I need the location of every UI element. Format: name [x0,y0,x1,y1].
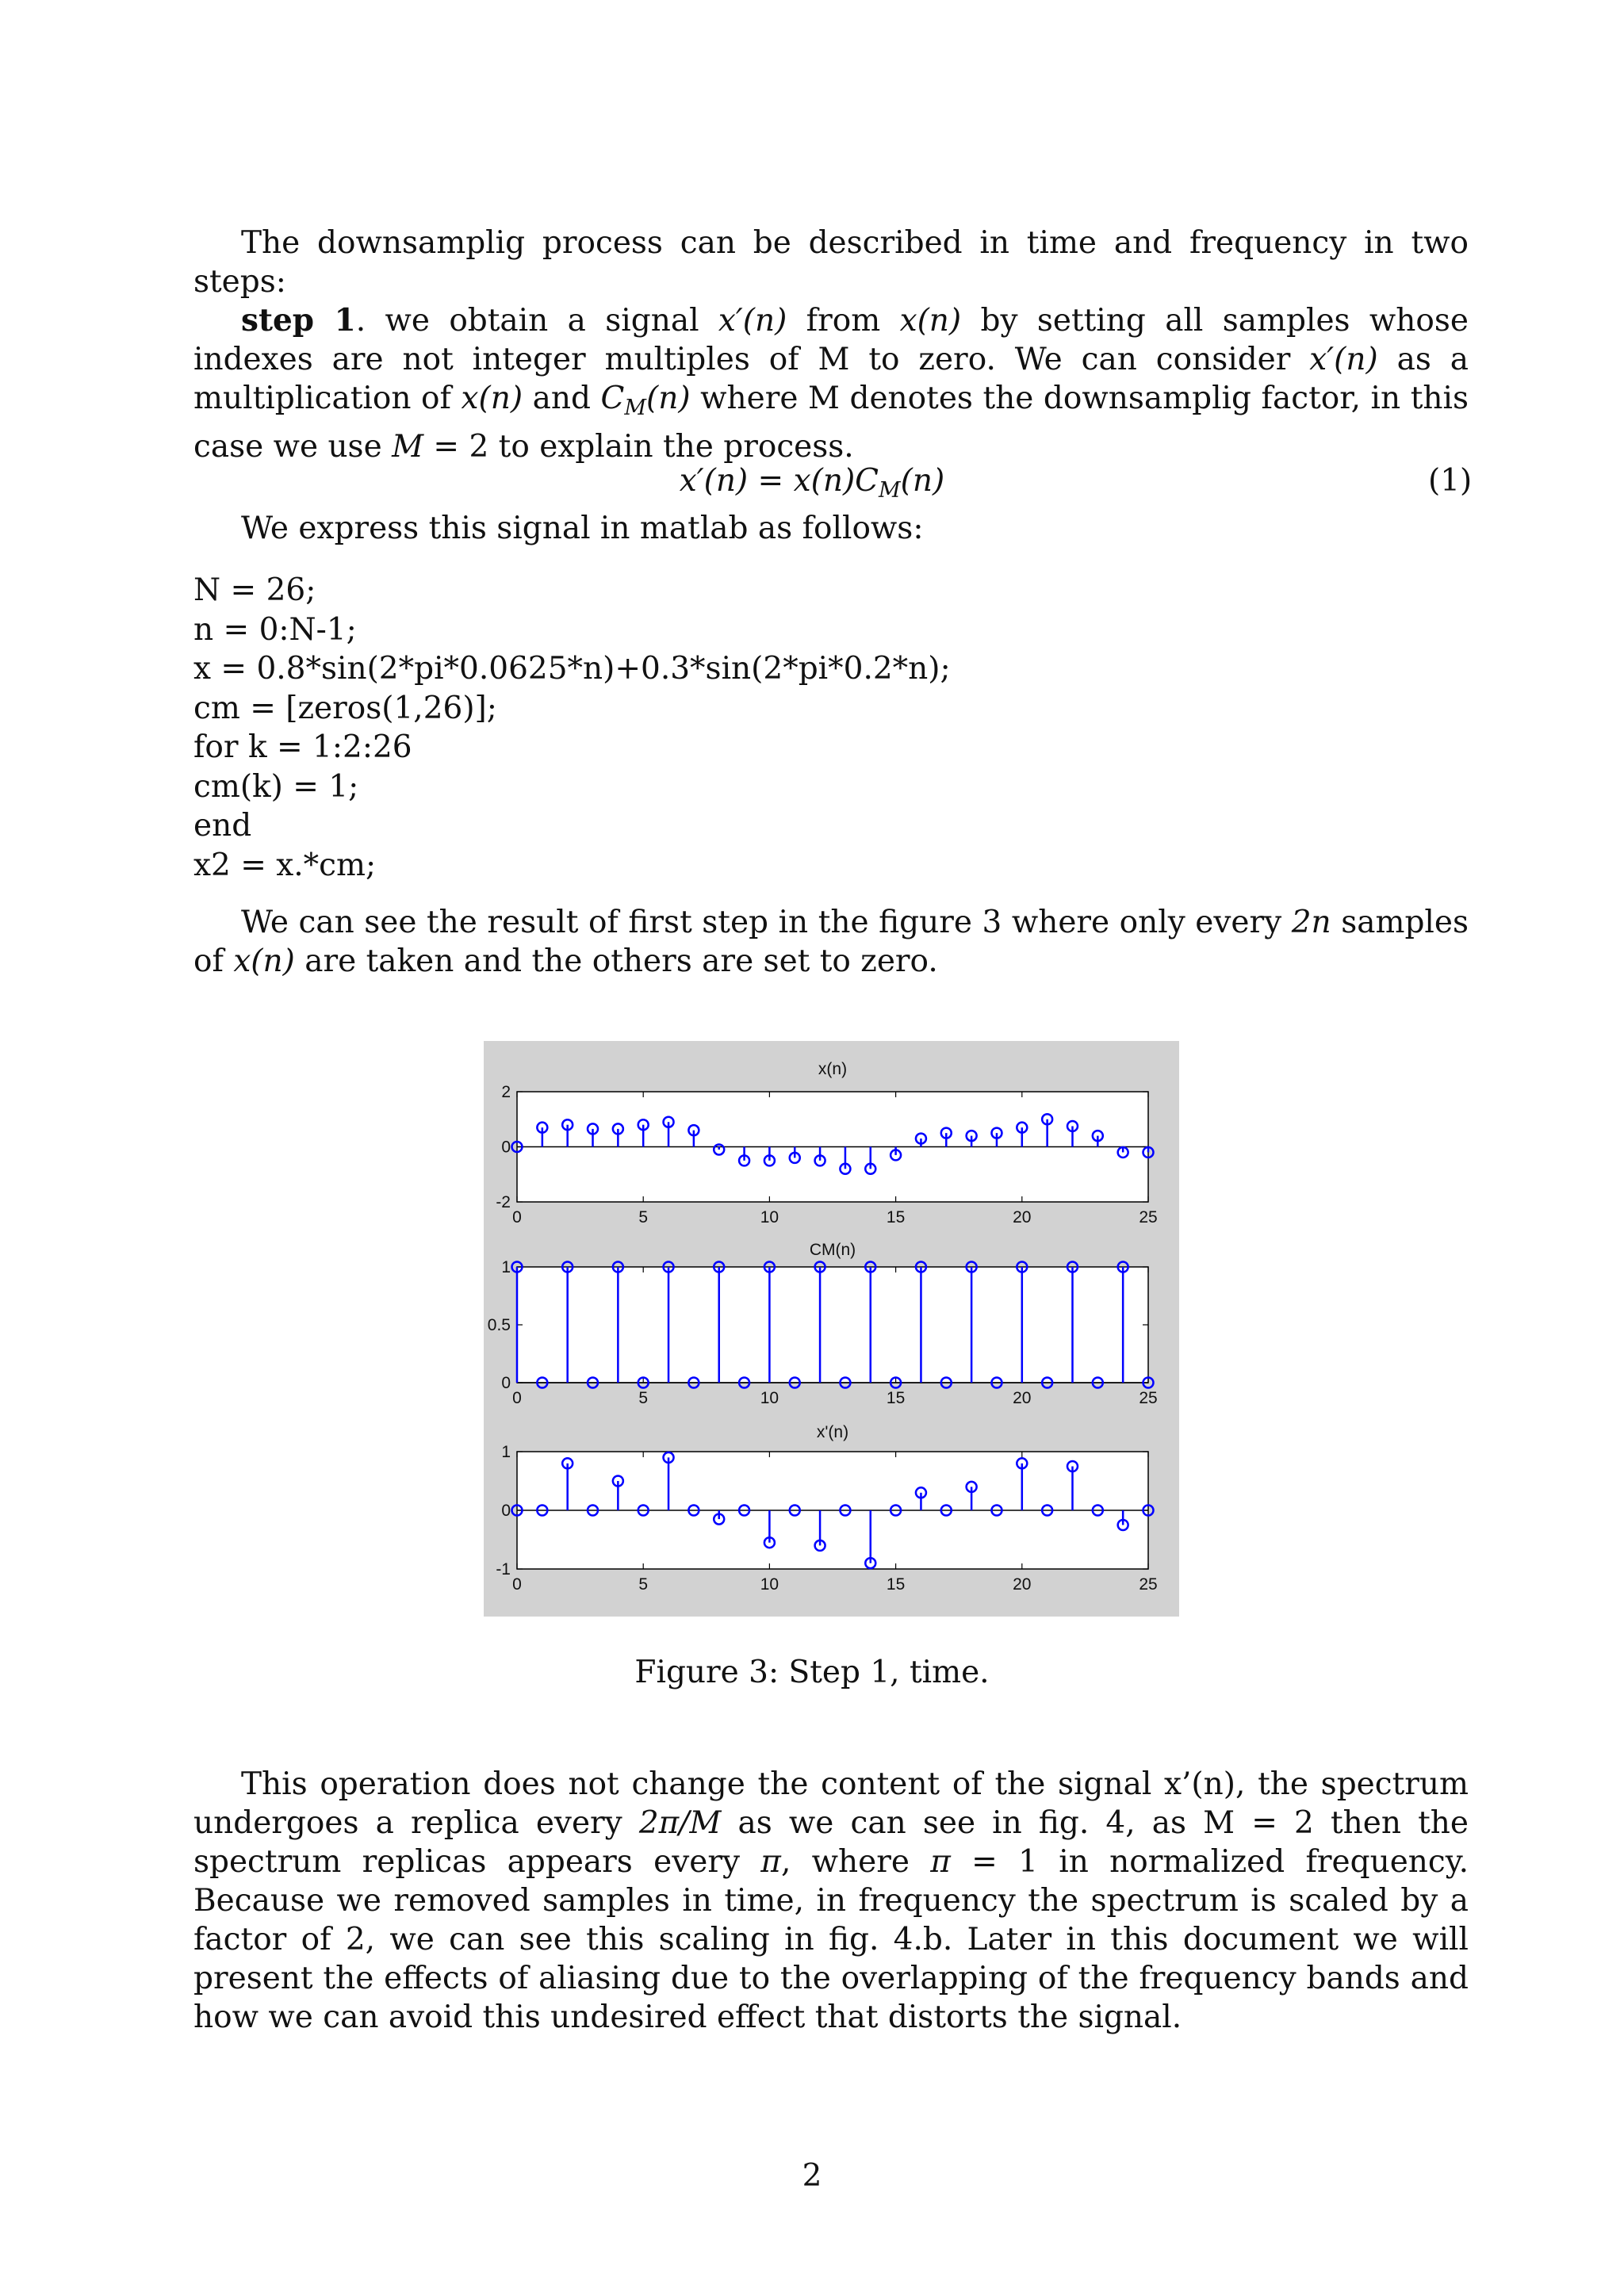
step1-math-xn-2: x(n) [461,381,523,416]
x-tick-label: 10 [760,1389,779,1407]
y-tick-label: 0 [501,1138,511,1157]
step1-text-g: = 2 to explain the process. [423,429,854,465]
equation-lhs: x′(n) = x(n)C [679,463,879,499]
closing-text-d: = 1 in normalized frequency. Because we removed samples in time, in frequency the spectrum is scaled by a factor of 2, we can see this scaling in fig. 4.b. Later in this document we will present the effects of aliasing due to the overlapping of the frequency bands and how we can avoid this undesired effect that distorts the signal. [193,1844,1469,2035]
equation-sub: M [879,478,901,503]
code-line: cm = [zeros(1,26)]; [193,690,497,726]
closing-text-b: as we can see in fig. 4, as M = 2 then the spectrum replicas appears every [193,1805,1469,1880]
x-tick-label: 20 [1013,1575,1032,1594]
closing-paragraph [193,1765,1469,2037]
x-tick-label: 5 [638,1208,649,1226]
equation-number: (1) [1428,463,1473,499]
y-tick-label: 0.5 [487,1316,511,1334]
y-tick-label: -2 [496,1193,511,1211]
matlab-intro [193,509,1469,548]
step1-text-e: and [523,381,601,416]
result-math-2n: 2n [1291,905,1331,940]
subplot-title: CM(n) [809,1241,856,1259]
step1-math-xn: x(n) [899,303,962,339]
x-tick-label: 10 [760,1575,779,1594]
x-tick-label: 0 [512,1575,522,1594]
equation-rhs: (n) [900,463,945,499]
step1-paragraph [193,301,1469,466]
step1-math-cm-tail: (n) [646,381,691,416]
result-math-xn: x(n) [233,943,295,979]
intro-paragraph [193,224,1469,301]
x-tick-label: 20 [1013,1208,1032,1226]
subplot-title: x(n) [818,1060,848,1078]
x-tick-label: 15 [886,1389,906,1407]
result-paragraph [193,903,1469,981]
figure-caption: Figure 3: Step 1, time. [634,1655,990,1690]
step1-math-xprime: x′(n) [718,303,787,339]
closing-math-pi-2: π [930,1844,951,1880]
code-line: x = 0.8*sin(2*pi*0.0625*n)+0.3*sin(2*pi*0.2*n); [193,651,951,687]
closing-text-a: This operation does not change the content of the signal x’(n), the spectrum undergoes a replica every [193,1766,1469,1841]
subplot-title: x'(n) [816,1423,849,1441]
x-tick-label: 0 [512,1389,522,1407]
figure-3 [484,1041,1179,1617]
axes-frame [517,1267,1148,1383]
step1-text-a: . we obtain a signal [355,303,718,339]
code-line: end [193,808,252,844]
code-line: n = 0:N-1; [193,611,357,648]
step1-text-c: by setting all samples whose indexes are not integer multiples of M to zero. We can consider [193,303,1469,377]
matlab-intro-text: We express this signal in matlab as follows: [241,511,924,546]
code-line: x2 = x.*cm; [193,847,377,883]
stem-plots [484,1041,1179,1617]
x-tick-label: 25 [1139,1208,1158,1226]
x-tick-label: 0 [512,1208,522,1226]
y-tick-label: 1 [501,1443,511,1461]
y-tick-label: 1 [501,1258,511,1276]
y-tick-label: 2 [501,1083,511,1101]
x-tick-label: 15 [886,1575,906,1594]
step1-text-f: where M denotes the downsamplig factor, in this case we use [193,381,1469,465]
code-listing [193,571,951,885]
result-text-c: are taken and the others are set to zero. [294,943,938,979]
y-tick-label: 0 [501,1374,511,1392]
closing-text-c: , where [780,1844,931,1880]
result-text-b: samples of [193,905,1469,979]
result-text-a: We can see the result of first step in the figure 3 where only every [241,905,1292,940]
y-tick-label: 0 [501,1502,511,1520]
step1-text-d: as a multiplication of [193,342,1469,416]
step1-math-m: M [392,429,423,465]
code-line: cm(k) = 1; [193,768,359,805]
closing-math-pi: π [760,1844,781,1880]
y-tick-label: -1 [496,1560,511,1578]
closing-math-2pi-m: 2π/M [638,1805,722,1841]
x-tick-label: 20 [1013,1389,1032,1407]
intro-text: The downsamplig process can be described in time and frequency in two steps: [193,225,1469,300]
code-line: N = 26; [193,572,316,608]
page-number: 2 [802,2158,822,2194]
x-tick-label: 25 [1139,1575,1158,1594]
equation-1 [0,461,1624,510]
step1-text-b: from [787,303,900,339]
x-tick-label: 5 [638,1575,649,1594]
step1-label: step 1 [241,302,356,339]
step1-math-cm: C [600,381,625,416]
x-tick-label: 10 [760,1208,779,1226]
step1-math-cm-sub: M [624,396,647,420]
x-tick-label: 5 [638,1389,649,1407]
x-tick-label: 15 [886,1208,906,1226]
code-line: for k = 1:2:26 [193,729,412,765]
x-tick-label: 25 [1139,1389,1158,1407]
step1-math-xprime-2: x′(n) [1309,342,1378,377]
